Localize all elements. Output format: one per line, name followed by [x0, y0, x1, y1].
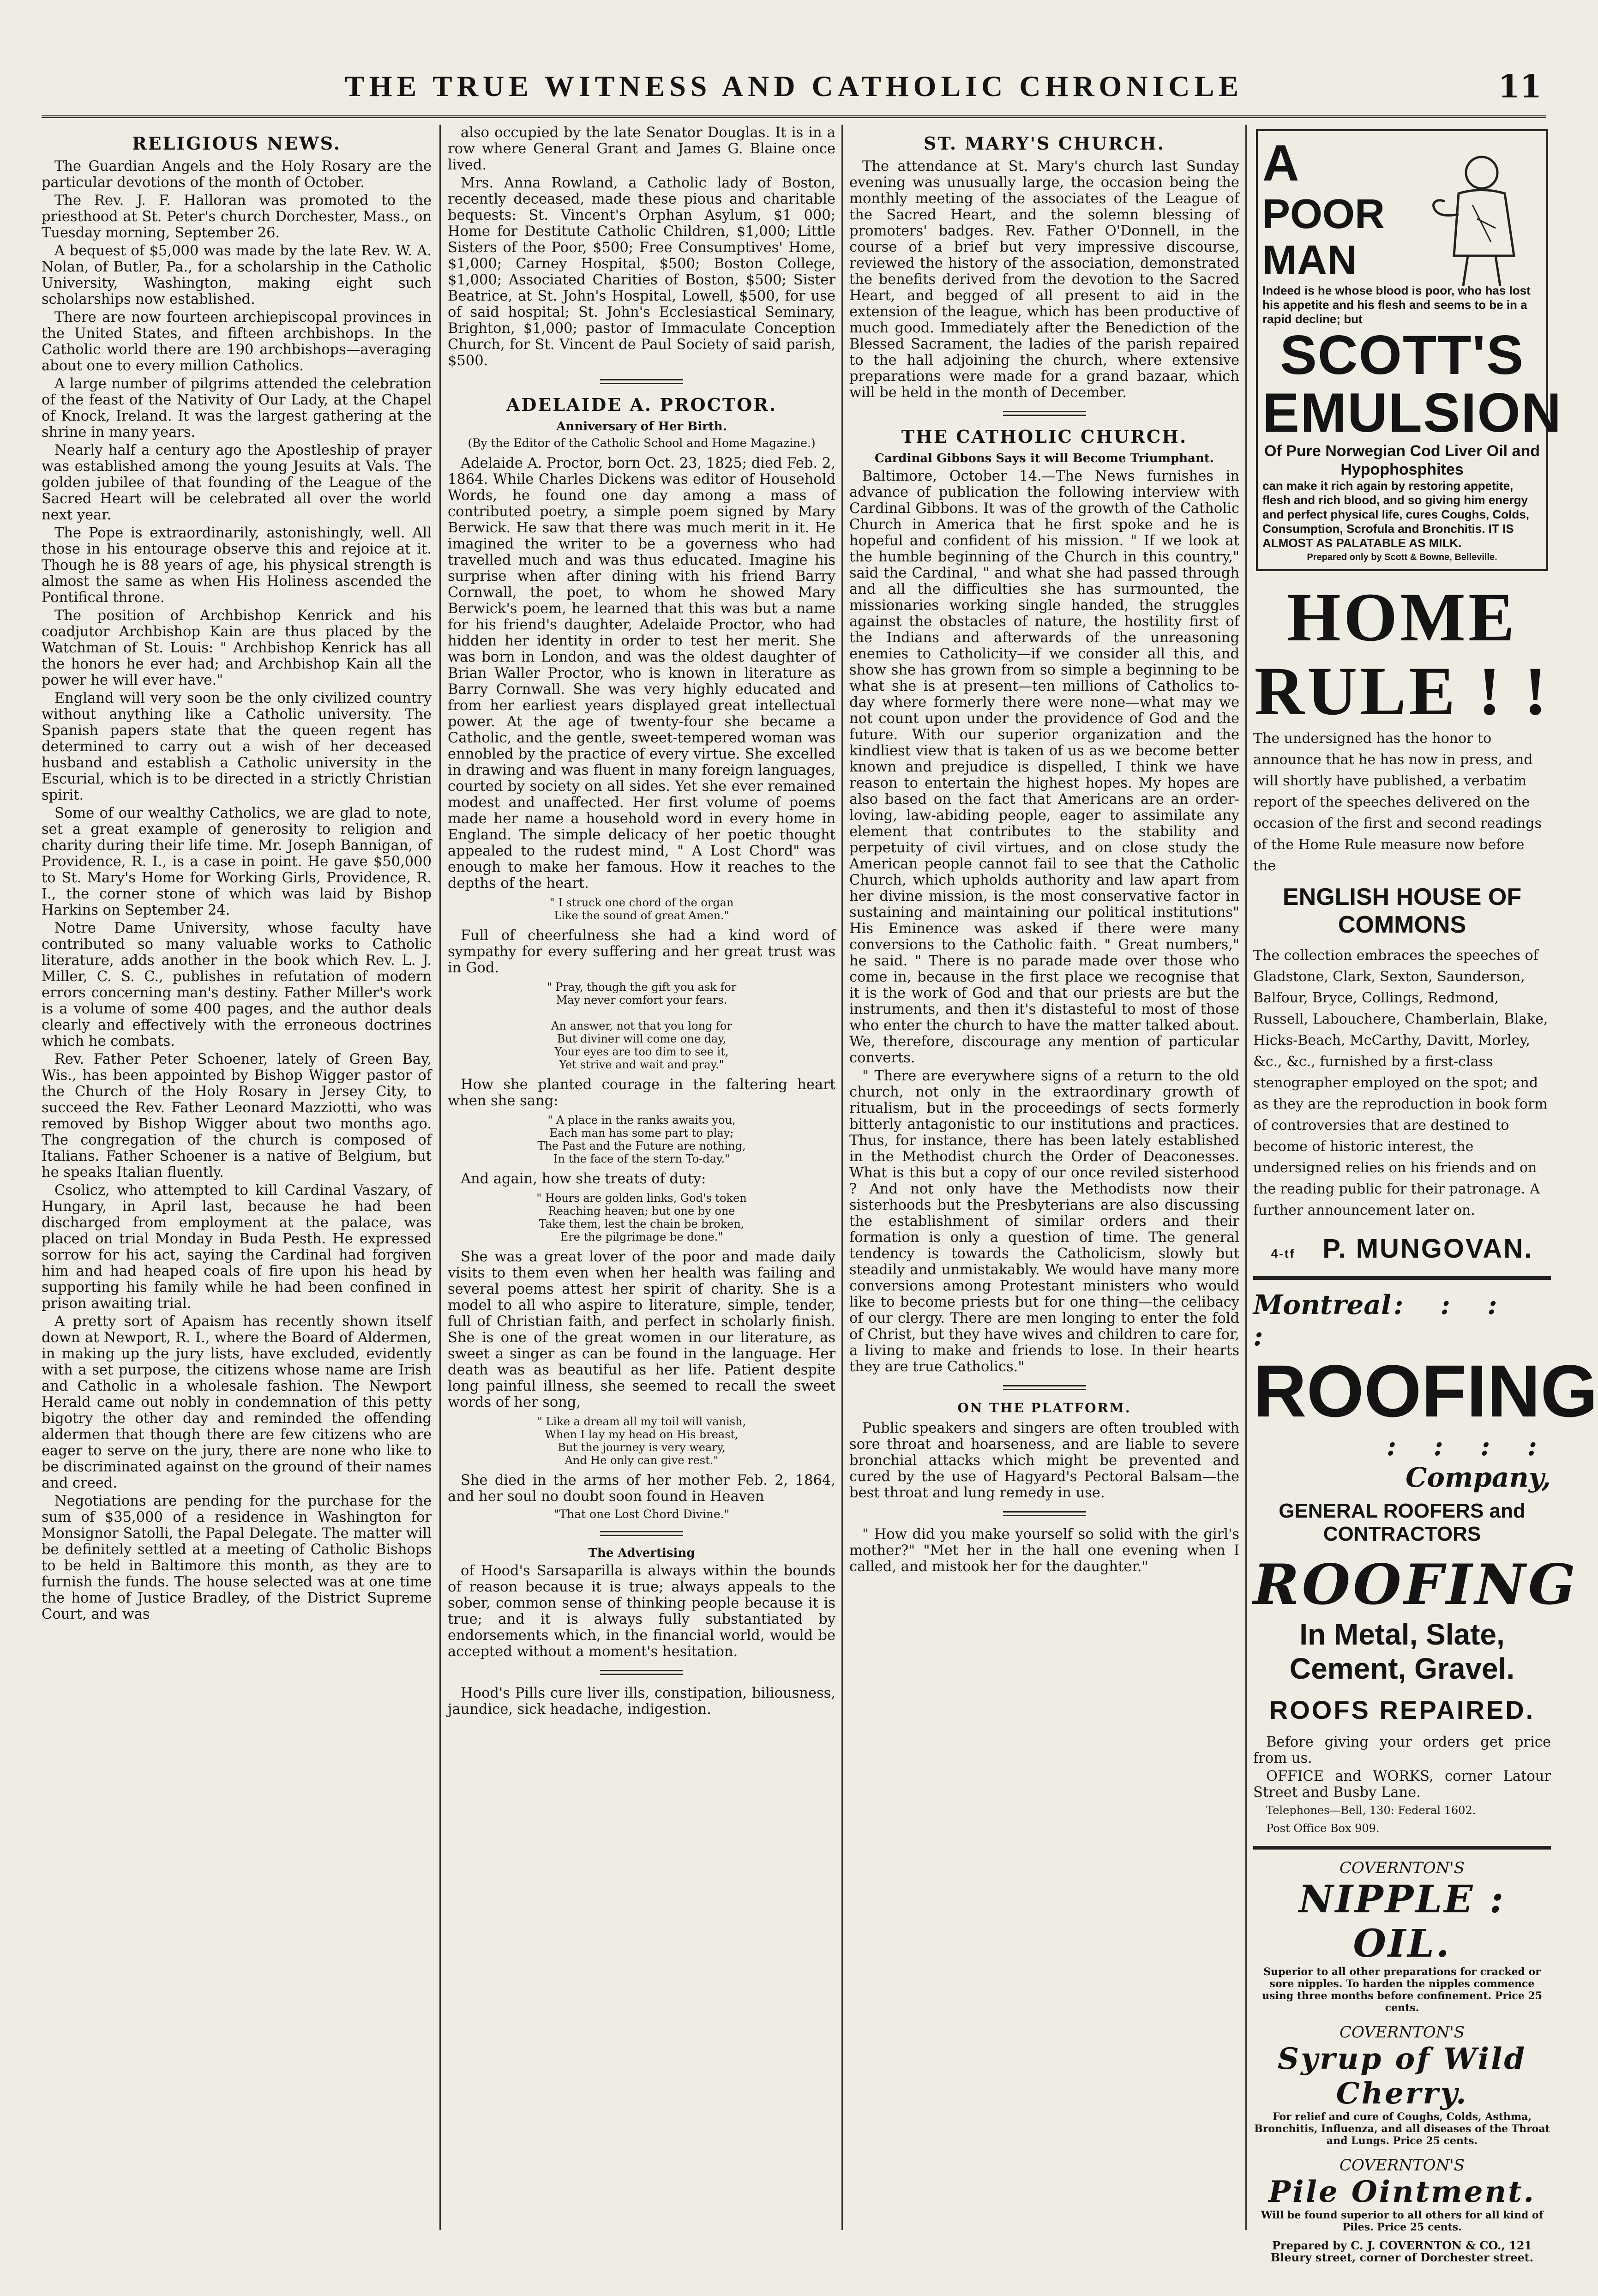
- ad-headline: A: [1262, 135, 1299, 192]
- ad-product-name: Syrup of Wild Cherry.: [1277, 2042, 1527, 2111]
- paragraph: There are now fourteen archiepiscopal provinces in the United States, and fifteen archbishops. In the Catholic world there are 190 archbishops—averaging about one to every million Catholics.: [42, 309, 432, 374]
- home-rule-headline: HOME RULE ! !: [1254, 579, 1550, 729]
- ad-headline: ROOFING: [1253, 1552, 1579, 1617]
- ad-text: : : : :: [1386, 1430, 1551, 1462]
- page-columns: [42, 125, 1598, 2264]
- paragraph: Negotiations are pending for the purchase for the sum of $35,000 of a residence in Washington for Monsignor Satolli, the Papal Delegate. The matter will be definitely settled at a meeting of Catholic Bishops to be held in Baltimore this month, as they are to furnish the funds. The house selected was at one time the home of Justice Bradley, of the District Supreme Court, and was: [42, 1493, 432, 1622]
- ad-product-name: NIPPLE : OIL.: [1298, 1877, 1506, 1966]
- paragraph: And again, how she treats of duty:: [461, 1171, 706, 1187]
- separator: [1253, 1276, 1551, 1280]
- paragraph: Hood's Pills cure liver ills, constipation, biliousness, jaundice, sick headache, indigestion.: [448, 1685, 835, 1717]
- ad-text: Superior to all other preparations for cracked or sore nipples. To harden the nipples commence using three months before confinement. Price 25 cents.: [1262, 1966, 1543, 2014]
- ad-text: Prepared by C. J. COVERNTON & CO., 121 Bleury street, corner of Dorchester street.: [1270, 2239, 1534, 2264]
- paragraph: How she planted courage in the faltering heart when she sang:: [448, 1077, 835, 1109]
- ad-text: Montreal: [1253, 1289, 1391, 1320]
- home-rule-ad: [1253, 728, 1551, 1264]
- poem-excerpt: " Like a dream all my toil will vanish, When I lay my head on His breast, But the journey is very weary, And He only can give rest.": [537, 1415, 746, 1467]
- paragraph: Mrs. Anna Rowland, a Catholic lady of Boston, recently deceased, made these pious and charitable bequests: St. Vincent's Orphan Asylum, $1 000; Home for Destitute Catholic Children, $1,000; Little Sisters of the Poor, $500; Free Consumptives' Home, $1,000; Carney Hospital, $500; Boston College, $1,000; Associated Charities of Boston, $500; Sister Beatrice, at St. John's Hospital, Lowell, $500, for use of said hospital; St. John's Ecclesiastical Seminary, Brighton, $1,000; pastor of Immaculate Conception Church, for St. Vincent de Paul Society of said parish, $500.: [448, 175, 835, 369]
- separator: [1003, 1511, 1086, 1516]
- paragraph: She died in the arms of her mother Feb. 2, 1864, and her soul no doubt soon found in Heaven: [448, 1472, 835, 1505]
- paragraph: England will very soon be the only civilized country without anything like a Catholic university. The Spanish papers state that the queen regent has determined to carry out a wish of her deceased husband and establish a Catholic university in the Escurial, which is to be directed in a strictly Christian spirit.: [42, 690, 432, 803]
- paragraph: Notre Dame University, whose faculty have contributed so many valuable works to Catholic literature, adds another in the book which Rev. L. J. Miller, C. S. C., publishes in refutation of modern errors concerning man's destiny. Father Miller's work is a volume of some 400 pages, and the author deals clearly and effectively with the erroneous doctrines which he combats.: [42, 920, 432, 1049]
- page-number: 11: [1498, 68, 1542, 105]
- column-rule: [841, 125, 843, 2230]
- ad-text: Of Pure Norwegian Cod Liver Oil and Hypophosphites: [1264, 442, 1540, 478]
- roofing-ad: [1253, 1289, 1598, 1837]
- scotts-emulsion-ad: [1256, 129, 1562, 571]
- separator: [600, 379, 683, 384]
- paragraph: Adelaide A. Proctor, born Oct. 23, 1825; died Feb. 2, 1864. While Charles Dickens was editor of Household Words, he found one day among a mass of contributed poetry, a simple poem signed by Mary Berwick. He saw that there was much merit in it. He imagined the writer to be a governess who had travelled much and was thus educated. Imagine his surprise when after dining with his friend Barry Cornwall, the poet, to whom he showed Mary Berwick's poem, he learned that this was but a name for his friend's daughter, Adelaide Proctor, who had hidden her identity in order to test her merit. She was born in London, and was the oldest daughter of Brian Waller Proctor, who is known in literature as Barry Cornwall. She was very highly educated and from her earliest years displayed great intellectual power. At the age of twenty-four she became a Catholic, and the gentle, sweet-tempered woman was ennobled by the practice of every virtue. She excelled in drawing and was fluent in many foreign languages, courted by society on all sides. Yet she ever remained modest and unaffected. Her first volume of poems made her name a household word in every home in England. The simple delicacy of her poetic thought appealed to the rudest mind, " A Lost Chord" was enough to make her famous. How it reaches to the depths of the heart.: [448, 455, 835, 892]
- ad-text: Indeed is he whose blood is poor, who has lost his appetite and his flesh and seems to be in a rapid decline; but: [1262, 283, 1531, 326]
- ad-text: Telephones—Bell, 130: Federal 1602.: [1266, 1804, 1476, 1817]
- column-church-news: [849, 125, 1239, 2230]
- separator: [600, 1670, 683, 1675]
- closing-quote: "That one Lost Chord Divine.": [553, 1507, 730, 1521]
- ad-text: Post Office Box 909.: [1266, 1822, 1380, 1835]
- ad-text: For relief and cure of Coughs, Colds, Asthma, Bronchitis, Influenza, and all diseases of the Throat and Lungs. Price 25 cents.: [1254, 2111, 1550, 2147]
- ad-text: OFFICE and WORKS, corner Latour Street and Busby Lane.: [1253, 1768, 1551, 1801]
- ad-product-name: EMULSION: [1262, 382, 1562, 444]
- ad-text: The undersigned has the honor to announce that he has now in press, and will shortly have published, a verbatim report of the speeches delivered on the occasion of the first and second readings of the Home Rule measure now before the: [1253, 730, 1542, 874]
- paragraph: also occupied by the late Senator Douglas. It is in a row where General Grant and James G. Blaine once lived.: [448, 125, 835, 173]
- ad-text: Prepared only by Scott & Bowne, Belleville.: [1307, 552, 1497, 562]
- paragraph: The position of Archbishop Kenrick and his coadjutor Archbishop Kain are thus placed by the Watchman of St. Louis: " Archbishop Kenrick has all the honors he ever had; and Archbishop Kain all the power he will ever have.": [42, 608, 432, 688]
- ad-text: The collection embraces the speeches of Gladstone, Clark, Sexton, Saunderson, Balfour, Bryce, Collings, Redmond, Russell, Labouchere, Chamberlain, Blake, Hicks-Beach, McCarthy, Davitt, Morley, &c., &c., furnished by a first-class stenographer employed on the spot; and as they are the reproduction in book form of controversies that are destined to become of historic interest, the undersigned relies on his friends and on the reading public for their patronage. A further announcement later on.: [1253, 947, 1548, 1218]
- paragraph: The Guardian Angels and the Holy Rosary are the particular devotions of the month of October.: [42, 158, 432, 191]
- column-proctor: [448, 125, 835, 2230]
- ad-signature: [1253, 1233, 1551, 1264]
- separator: [1003, 1385, 1086, 1390]
- paragraph: A large number of pilgrims attended the celebration of the feast of the Nativity of Our Lady, at the Chapel of Knock, Ireland. It was the largest gathering at the shrine in many years.: [42, 376, 432, 440]
- ad-subheading: In Metal, Slate, Cement, Gravel.: [1289, 1618, 1515, 1685]
- paragraph: A bequest of $5,000 was made by the late Rev. W. A. Nolan, of Butler, Pa., for a scholarship in the Catholic University, Washington, making eight such scholarships now established.: [42, 243, 432, 307]
- covernton-ad: [1253, 1859, 1551, 2264]
- ad-code: 4-tf: [1271, 1247, 1296, 1260]
- article-byline: (By the Editor of the Catholic School and Home Magazine.): [468, 436, 816, 450]
- column-religious-news: [42, 125, 432, 2230]
- ad-product-name: SCOTT'S: [1280, 324, 1525, 386]
- article-body: [42, 158, 432, 1622]
- ad-headline: MAN: [1262, 237, 1357, 283]
- article-body: [448, 125, 835, 369]
- ad-subheading: GENERAL ROOFERS and CONTRACTORS: [1279, 1500, 1526, 1545]
- ad-text: can make it rich again by restoring appetite, flesh and rich blood, and so giving him energy and perfect physical life, cures Coughs, Colds, Consumption, Scrofula and Bronchitis. IT IS ALMOST AS PALATABLE AS MILK.: [1262, 479, 1529, 550]
- paragraph: The Rev. J. F. Halloran was promoted to the priesthood at St. Peter's church Dorchester, Mass., on Tuesday morning, September 26.: [42, 193, 432, 241]
- article-heading: THE CATHOLIC CHURCH.: [901, 426, 1188, 447]
- article-heading: ADELAIDE A. PROCTOR.: [506, 394, 777, 415]
- paragraph: The attendance at St. Mary's church last Sunday evening was unusually large, the occasion being the monthly meeting of the associates of the League of the Sacred Heart, and the solemn blessing of promoters' badges. Rev. Father O'Donnell, in the course of a brief but very impressive discourse, reviewed the history of the association, demonstrated the benefits derived from the devotion to the Sacred Heart, and begged of all present to aid in the extension of the league, which has been productive of much good. Immediately after the Benediction of the Blessed Sacrament, the ladies of the parish repaired to the hall adjoining the church, where extensive preparations were made for a grand bazaar, which will be held in the month of December.: [849, 158, 1239, 401]
- paragraph: Csolicz, who attempted to kill Cardinal Vaszary, of Hungary, in April last, because he had been discharged from employment at the palace, was placed on trial Monday in Buda Pesth. He expressed sorrow for his act, saying the Cardinal had forgiven him and had heaped coals of fire upon his head by supporting his family while he had been confined in prison awaiting trial.: [42, 1182, 432, 1312]
- article-heading: RELIGIOUS NEWS.: [132, 133, 341, 154]
- poor-man-illustration-icon: [1426, 150, 1532, 288]
- separator: [1003, 411, 1086, 416]
- paragraph: Rev. Father Peter Schoener, lately of Green Bay, Wis., has been appointed by Bishop Wigger pastor of the Church of the Holy Rosary in Jersey City, to succeed the Rev. Father Leonard Mazziotti, who was removed by Bishop Wigger about two months ago. The congregation of the church is composed of Italians. Father Schoener is a native of Belgium, but he speaks Italian fluently.: [42, 1051, 432, 1181]
- paragraph: Full of cheerfulness she had a kind word of sympathy for every suffering and her great trust was in God.: [448, 928, 835, 976]
- poem-excerpt: " Hours are golden links, God's token Reaching heaven; but one by one Take them, lest the chain be broken, Ere the pilgrimage be done.": [536, 1192, 747, 1243]
- column-rule: [1245, 125, 1247, 2230]
- column-rule: [439, 125, 441, 2230]
- ad-text: COVERNTON'S: [1340, 1859, 1465, 1877]
- ad-product-name: Pile Ointment.: [1268, 2175, 1536, 2209]
- paragraph: She was a great lover of the poor and made daily visits to them even when her health was failing and several poems attest her spirit of charity. She is a model to all who aspire to literature, simple, tender, full of Christian faith, and perfect in scholarly finish. She is one of the great women in our literature, as sweet a singer as can be found in the language. Her death was as beautiful as her life. Patient despite long painful illness, she seemed to recall the sweet words of her song,: [448, 1249, 835, 1410]
- paragraph: Some of our wealthy Catholics, we are glad to note, set a great example of generosity to religion and charity during their life time. Mr. Joseph Bannigan, of Providence, R. I., is a case in point. He gave $50,000 to St. Mary's Home for Working Girls, Providence, R. I., the corner stone of which was laid by Bishop Harkins on September 24.: [42, 805, 432, 918]
- separator: [600, 1531, 683, 1536]
- article-subheading: Cardinal Gibbons Says it will Become Triumphant.: [875, 452, 1214, 465]
- signature-name: P. MUNGOVAN.: [1322, 1234, 1533, 1264]
- ad-headline: POOR: [1262, 191, 1385, 237]
- ad-subheading: ROOFS REPAIRED.: [1269, 1695, 1535, 1724]
- paragraph: Nearly half a century ago the Apostleship of prayer was established among the young Jesuits at Vals. The golden jubilee of that founding of the League of the Sacred Heart will be celebrated all over the world next year.: [42, 442, 432, 523]
- paragraph: A pretty sort of Apaism has recently shown itself down at Newport, R. I., where the Board of Aldermen, in making up the jury lists, have excluded, evidently with a set purpose, the citizens whose name are Irish and Catholic in a wholesale fashion. The Newport Herald came out nobly in condemnation of this petty bigotry the other day and reminded the offending aldermen that though there are few citizens who are eager to serve on the jury, there are none who like to be discriminated against on the ground of their names and creed.: [42, 1314, 432, 1491]
- ad-text: Before giving your orders get price from us.: [1253, 1734, 1551, 1766]
- article-body: [448, 455, 835, 892]
- newspaper-title: THE TRUE WITNESS AND CATHOLIC CHRONICLE: [345, 70, 1243, 102]
- advert-heading: The Advertising: [588, 1546, 695, 1560]
- ad-text: Company,: [1406, 1462, 1551, 1493]
- ad-headline: ROOFING: [1253, 1350, 1598, 1432]
- ad-text: : : : :: [1253, 1289, 1511, 1352]
- article-body: [849, 468, 1239, 1375]
- paragraph: " How did you make yourself so solid with the girl's mother?" "Met her in the hall one evening when I called, and mistook her for the daughter.": [849, 1526, 1239, 1575]
- paragraph: Public speakers and singers are often troubled with sore throat and hoarseness, and are liable to severe bronchial attacks which might be prevented and cured by the use of Hagyard's Pectoral Balsam—the best throat and lung remedy in use.: [849, 1420, 1239, 1501]
- ad-text: COVERNTON'S: [1340, 2156, 1465, 2175]
- paragraph: of Hood's Sarsaparilla is always within the bounds of reason because it is true; always appeals to the sober, common sense of thinking people because it is true; and it is always fully substantiated by endorsements which, in the financial world, would be accepted without a moment's hesitation.: [448, 1563, 835, 1660]
- article-heading: ON THE PLATFORM.: [957, 1400, 1131, 1416]
- masthead: [42, 60, 1546, 118]
- article-heading: ST. MARY'S CHURCH.: [924, 133, 1165, 154]
- paragraph: The Pope is extraordinarily, astonishingly, well. All those in his entourage observe this and rejoice at it. Though he is 88 years of age, his physical strength is almost the same as when His Holiness ascended the Pontifical throne.: [42, 525, 432, 606]
- paragraph: " There are everywhere signs of a return to the old church, not only in the extraordinary growth of ritualism, but in the proceedings of sects formerly bitterly antagonistic to our institutions and practices. Thus, for instance, there has been lately established in the Methodist church the Order of Deaconesses. What is this but a copy of our once reviled sisterhood ? And not only have the Methodists now their sisterhoods but the Presbyterians are also discussing the establishment of similar orders and their formation is only a question of time. The general tendency is towards the Catholicism, slowly but steadily and unmistakably. We would have many more conversions among Protestant ministers who would like to become priests but for one thing—the celibacy of our clergy. There are men longing to enter the fold of Christ, but they have wives and children to care for, a living to make and friends to lose. In their hearts they are true Catholics.": [849, 1068, 1239, 1375]
- ad-text: COVERNTON'S: [1340, 2023, 1465, 2042]
- poem-excerpt: " Pray, though the gift you ask for May never comfort your fears. An answer, not that you long for But diviner will come one day, Your eyes are too dim to see it, Yet strive and wait and pray.": [547, 981, 737, 1071]
- ad-text: Will be found superior to all others for all kind of Piles. Price 25 cents.: [1261, 2209, 1544, 2233]
- paragraph: Baltimore, October 14.—The News furnishes in advance of publication the following interview with Cardinal Gibbons. It was of the growth of the Catholic Church in America that he first spoke and he is hopeful and confident of his mission. " If we look at the humble beginning of the Church in this country," said the Cardinal, " and what she had passed through and all the difficulties she has surmounted, the missionaries working single handed, the struggles against the obstacles of nature, the hostility first of the Indians and afterwards of the unreasoning enemies to Catholicity—if we consider all this, and show she has grown from so simple a beginning to be what she is at present—ten millions of Catholics to-day where formerly there were none—what may we not count upon under the providence of God and the future. With our superior organization and the kindliest view that is taken of us as we become better known and prejudice is dispelled, I think we have reason to entertain the highest hopes. My hopes are also based on the fact that Americans are an order-loving, law-abiding people, eager to assimilate any element that contributes to the stability and perpetuity of civil virtues, and on close study the American people cannot fail to see that the Catholic Church, which upholds authority and law apart from her divine mission, is the most conservative factor in sustaining and maintaining our political institutions" His Eminence was asked if there were many conversions to the Catholic faith. " Great numbers," he said. " There is no parade made over those who come in, because in the first place we recognise that it is the work of God and that our priests are but the instruments, and then it's distasteful to most of those who enter the church to have the matter talked about. We, therefore, discourage any mention of particular converts.: [849, 468, 1239, 1066]
- separator: [1253, 1846, 1551, 1850]
- poem-excerpt: " A place in the ranks awaits you, Each man has some part to play; The Past and the Future are nothing, In the face of the stern To-day.": [537, 1114, 746, 1165]
- ad-subheading: ENGLISH HOUSE OF COMMONS: [1282, 884, 1522, 938]
- column-advertisements: [1253, 125, 1598, 2264]
- poem-excerpt: " I struck one chord of the organ Like the sound of great Amen.": [549, 896, 734, 922]
- article-subheading: Anniversary of Her Birth.: [556, 420, 727, 434]
